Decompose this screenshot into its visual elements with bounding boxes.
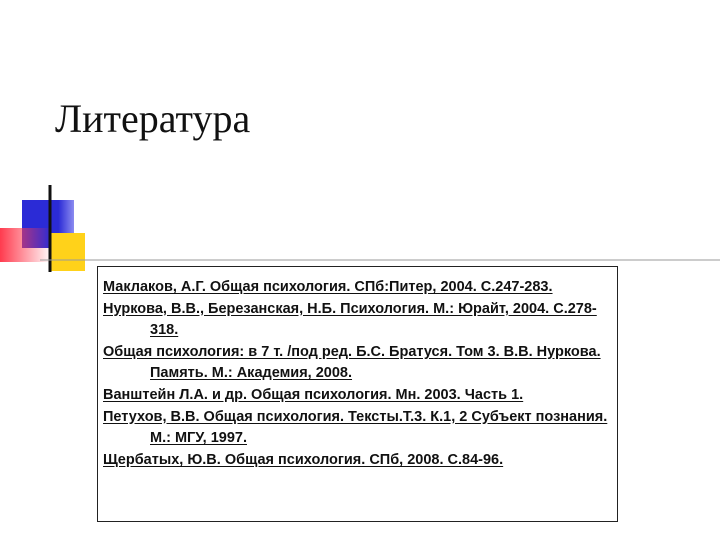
reference-item: Ванштейн Л.А. и др. Общая психология. Мн. 2003. Часть 1. bbox=[103, 386, 524, 403]
reference-item: Петухов, В.В. Общая психология. Тексты.Т.3. К.1, 2 Субъект познания. М.: МГУ, 1997. bbox=[103, 408, 608, 447]
references-box bbox=[97, 266, 618, 522]
yellow-square bbox=[50, 233, 85, 271]
slide-title: Литература bbox=[55, 96, 251, 141]
reference-item: Нуркова, В.В., Березанская, Н.Б. Психология. М.: Юрайт, 2004. С.278-318. bbox=[103, 300, 597, 339]
reference-item: Маклаков, А.Г. Общая психология. СПб:Питер, 2004. С.247-283. bbox=[103, 279, 553, 295]
red-square bbox=[0, 228, 52, 262]
decorative-squares bbox=[0, 180, 720, 280]
reference-item: Общая психология: в 7 т. /под ред. Б.С. Братуся. Том 3. В.В. Нуркова. Память. М.: Академия, 2008. bbox=[103, 343, 601, 382]
reference-item: Щербатых, Ю.В. Общая психология. СПб, 2008. С.84-96. bbox=[103, 451, 504, 468]
